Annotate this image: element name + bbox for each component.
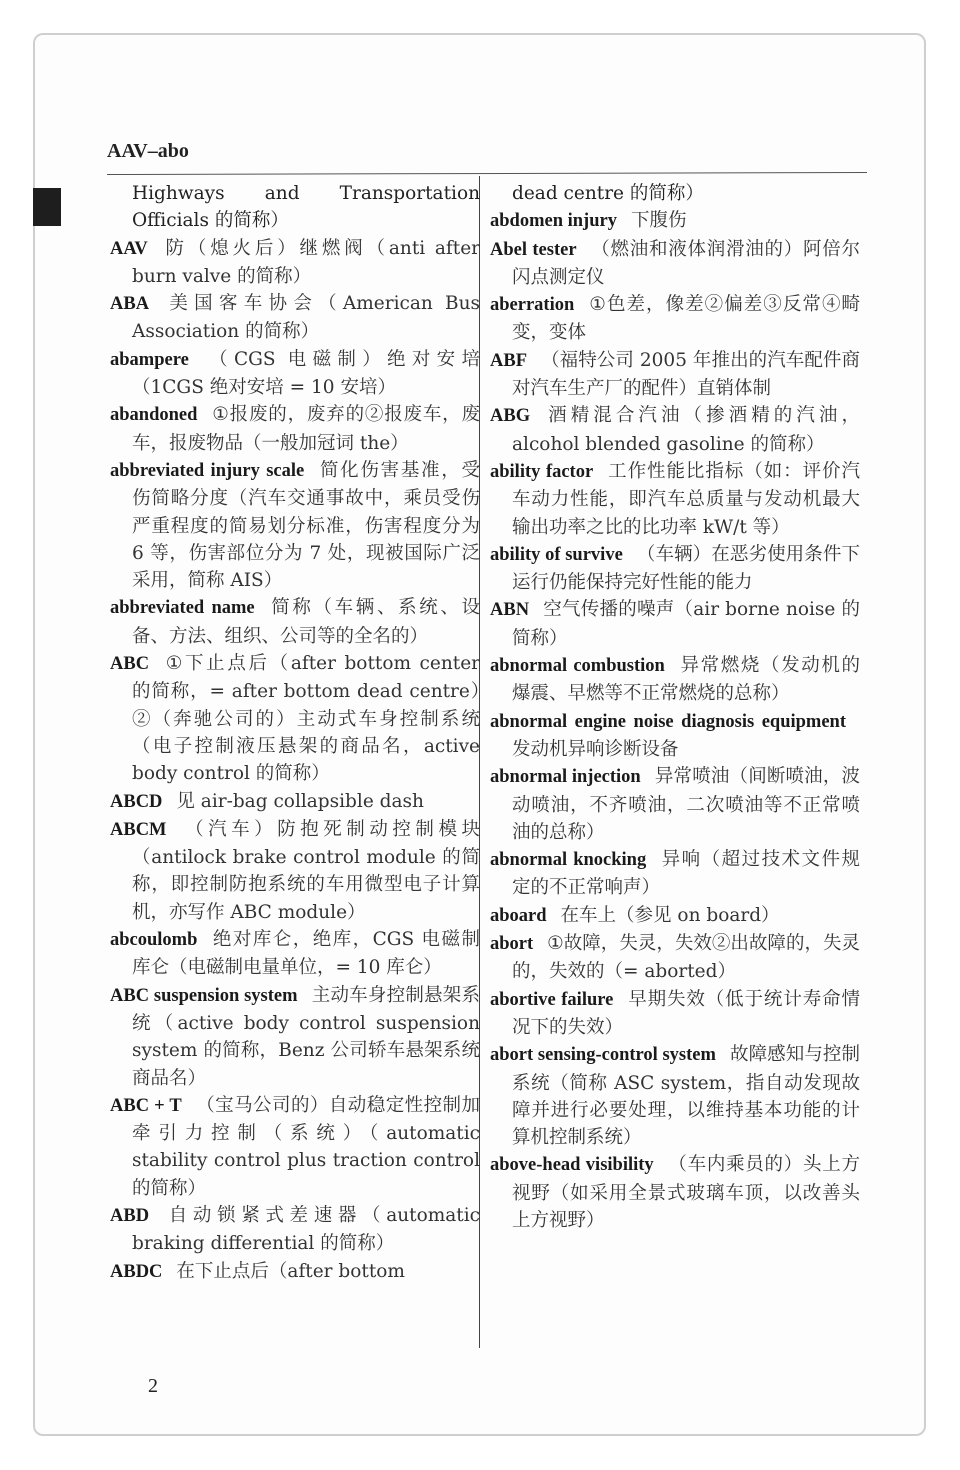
entry-term: ability factor <box>490 461 594 482</box>
entry-definition: 防（熄火后）继燃阀（anti after burn valve 的简称） <box>132 237 480 287</box>
entry-term: abort <box>490 934 534 955</box>
entry-definition: 异响（超过技术文件规定的不正常响声） <box>512 849 860 899</box>
dictionary-entry <box>490 207 860 235</box>
entry-term: AAV <box>110 238 148 259</box>
entry-definition: （汽车）防抱死制动控制模块（antilock brake control module 的简称，即控制防抱系统的车用微型电子计算机，亦写作 ABC module） <box>132 818 480 923</box>
entry-term: abdomen injury <box>490 211 617 232</box>
entry-definition: ①报废的，废弃的②报废车，废车，报废物品（一般加冠词 the） <box>132 404 480 454</box>
dictionary-entry <box>490 402 860 458</box>
dictionary-entry <box>110 650 480 787</box>
left-column <box>110 180 480 1286</box>
entry-definition: 绝对库仑，绝库，CGS 电磁制库仑（电磁制电量单位，= 10 库仑） <box>132 929 480 979</box>
entry-term: aberration <box>490 295 575 316</box>
entry-definition: （福特公司 2005 年推出的汽车配件商对汽车生产厂的配件）直销体制 <box>512 349 860 400</box>
entry-term: aboard <box>490 905 547 926</box>
dictionary-entry <box>110 982 480 1092</box>
dictionary-entry <box>490 1151 860 1234</box>
dictionary-entry <box>110 926 480 982</box>
entry-definition: 美国客车协会（American Bus Association 的简称） <box>132 293 480 343</box>
dictionary-entry <box>490 291 860 347</box>
entry-definition: （CGS 电磁制）绝对安培（1CGS 绝对安培 = 10 安培） <box>132 348 480 399</box>
dictionary-entry <box>110 1092 480 1202</box>
dictionary-entry <box>490 236 860 292</box>
entry-term: abbreviated name <box>110 598 255 619</box>
dictionary-entry <box>490 596 860 652</box>
entry-term: abortive failure <box>490 989 614 1010</box>
entry-definition: 异常燃烧（发动机的爆震、早燃等不正常燃烧的总称） <box>512 655 860 705</box>
thumb-index-tab <box>33 188 61 226</box>
entry-term: ABC + T <box>110 1095 182 1116</box>
entry-definition: 主动车身控制悬架系统（active body control suspension system 的简称，Benz 公司轿车悬架系统商品名） <box>132 984 480 1089</box>
entry-term: ABDC <box>110 1261 163 1282</box>
entry-definition: 下腹伤 <box>630 210 687 232</box>
entry-definition: 见 air-bag collapsible dash <box>176 790 424 812</box>
continuation-text: dead centre 的简称） <box>512 183 704 204</box>
entry-term: above-head visibility <box>490 1155 654 1176</box>
entry-term: abnormal combustion <box>490 656 665 677</box>
entry-term: ability of survive <box>490 544 623 565</box>
dictionary-entry <box>110 1258 480 1286</box>
entry-definition: 工作性能比指标（如：评价汽车动力性能，即汽车总质量与发动机最大输出功率之比的比功率 kW/t 等） <box>512 460 860 538</box>
dictionary-entry <box>490 930 860 986</box>
dictionary-entry <box>110 1202 480 1258</box>
entry-definition: （车辆）在恶劣使用条件下运行仍能保持完好性能的能力 <box>512 543 860 594</box>
dictionary-entry <box>490 652 860 708</box>
dictionary-entry <box>110 594 480 650</box>
entry-term: abnormal injection <box>490 767 641 788</box>
entry-term: abnormal engine noise diagnosis equipment <box>490 711 846 732</box>
entry-term: abnormal knocking <box>490 850 647 871</box>
entry-definition: 发动机异响诊断设备 <box>512 738 679 760</box>
dictionary-entry <box>490 1041 860 1151</box>
entry-definition: ①故障，失灵，失效②出故障的，失灵的，失效的（= aborted） <box>512 933 860 983</box>
entry-definition: 在车上（参见 on board） <box>560 904 780 926</box>
entry-definition: （宝马公司的）自动稳定性控制加牵引力控制（系统）（automatic stability control plus traction control 的简称） <box>132 1094 480 1199</box>
continuation-text: Highways and Transportation Officials 的简称） <box>132 183 480 232</box>
entry-definition: 简化伤害基准，受伤简略分度（汽车交通事故中，乘员受伤严重程度的简易划分标准，伤害程度分为 6 等，伤害部位分为 7 处，现被国际广泛采用，简称 AIS） <box>132 459 480 592</box>
entry-term: ABD <box>110 1205 150 1226</box>
entry-term: abbreviated injury scale <box>110 460 305 481</box>
entry-term: ABCD <box>110 791 163 812</box>
entry-term: ABN <box>490 600 530 621</box>
entry-term: abandoned <box>110 405 198 426</box>
entry-definition: ①色差，像差②偏差③反常④畸变，变体 <box>512 294 860 344</box>
entry-term: ABC <box>110 654 150 675</box>
entry-definition: （车内乘员的）头上方视野（如采用全景式玻璃车顶，以改善头上方视野） <box>512 1154 860 1231</box>
entry-term: abort sensing-control system <box>490 1045 716 1066</box>
entry-definition: 空气传播的噪声（air borne noise 的简称） <box>512 599 860 649</box>
dictionary-entry <box>490 902 860 930</box>
dictionary-entry <box>490 708 860 764</box>
entry-definition: 异常喷油（间断喷油，波动喷油，不齐喷油，二次喷油等不正常喷油的总称） <box>512 766 860 843</box>
entry-term: ABCM <box>110 819 167 840</box>
dictionary-entry <box>110 235 480 291</box>
entry-definition: ①下止点后（after bottom center 的简称，= after bottom dead centre）②（奔驰公司的）主动式车身控制系统（电子控制液压悬架的商品名，active body control 的简称） <box>132 653 480 785</box>
dictionary-entry <box>490 986 860 1042</box>
running-head: AAV–abo <box>107 140 189 162</box>
entry-term: ABG <box>490 406 531 427</box>
entry-definition: 自动锁紧式差速器（automatic braking differential 的简称） <box>132 1204 480 1255</box>
dictionary-entry <box>490 458 860 541</box>
entry-definition: 简称（车辆、系统、设备、方法、组织、公司等的全名的） <box>132 597 480 647</box>
dictionary-entry <box>490 763 860 846</box>
dictionary-entry <box>490 347 860 403</box>
dictionary-entry <box>110 401 480 457</box>
entry-definition: 故障感知与控制系统（简称 ASC system，指自动发现故障并进行必要处理，以维持基本功能的计算机控制系统） <box>512 1044 860 1149</box>
entry-term: ABF <box>490 350 527 371</box>
entry-term: ABC suspension system <box>110 985 298 1006</box>
dictionary-entry <box>110 290 480 346</box>
right-column <box>490 180 860 1234</box>
entry-term: ABA <box>110 294 150 315</box>
entry-definition: 酒精混合汽油（掺酒精的汽油，alcohol blended gasoline 的简称） <box>512 405 860 455</box>
dictionary-entry <box>110 346 480 402</box>
entry-term: abampere <box>110 349 189 370</box>
entry-definition: （燃油和液体润滑油的）阿倍尔闪点测定仪 <box>512 238 860 288</box>
dictionary-entry <box>110 457 480 594</box>
dictionary-entry <box>490 541 860 597</box>
entry-definition: 早期失效（低于统计寿命情况下的失效） <box>512 988 860 1038</box>
dictionary-entry <box>110 788 480 816</box>
entry-term: Abel tester <box>490 239 577 260</box>
entry-term: abcoulomb <box>110 930 198 951</box>
dictionary-entry <box>490 846 860 902</box>
page-number: 2 <box>148 1375 158 1397</box>
dictionary-entry <box>110 816 480 926</box>
entry-definition: 在下止点后（after bottom <box>176 1260 405 1282</box>
